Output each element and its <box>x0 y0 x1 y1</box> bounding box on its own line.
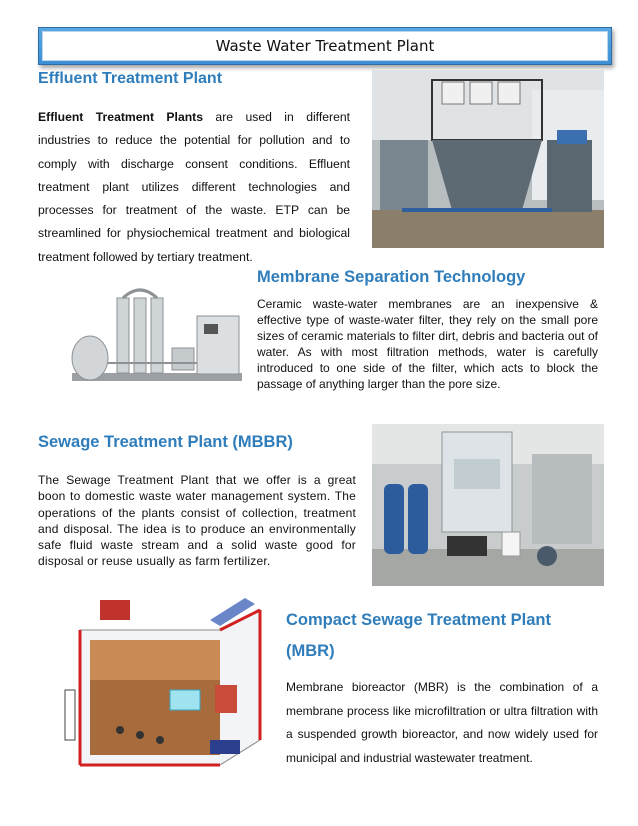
effluent-heading: Effluent Treatment Plant <box>38 70 223 87</box>
title-banner <box>38 27 612 65</box>
mbr-heading: Compact Sewage Treatment Plant (MBR) <box>286 611 551 660</box>
effluent-plant-photo <box>372 70 604 248</box>
sewage-heading: Sewage Treatment Plant (MBBR) <box>38 433 293 451</box>
mbr-diagram <box>60 590 280 780</box>
sewage-plant-photo <box>372 424 604 586</box>
page-title: Waste Water Treatment Plant <box>215 37 435 55</box>
membrane-heading: Membrane Separation Technology <box>257 268 526 286</box>
title-banner-inner <box>42 31 608 61</box>
effluent-lead-bold: Effluent Treatment Plants <box>38 110 204 124</box>
effluent-body-text: are used in different industries to reduce the potential for pollution and to comply with discharge consent conditions. Effluent treatment plant utilizes different technologies and processes for treatment of the waste. ETP can be streamlined for physiochemical treatment and biological treatment followed by tertiary treatment. <box>38 110 351 264</box>
effluent-paragraph <box>38 106 350 269</box>
mbr-paragraph: Membrane bioreactor (MBR) is the combination of a membrane process like microfiltration or ultra filtration with a suspended growth bioreactor, and now widely used for municipal and industrial wastewater treatment. <box>286 680 598 765</box>
membrane-skid-photo <box>62 278 248 412</box>
sewage-paragraph: The Sewage Treatment Plant that we offer is a great boon to domestic waste water management system. The operations of the plants consist of collection, treatment and disposal. The idea is to produce an environmentally safe fluid waste stream and a solid waste good for disposal or reuse usually as farm fertilizer. <box>38 473 356 569</box>
membrane-paragraph: Ceramic waste-water membranes are an inexpensive & effective type of waste-water filter, they rely on the small pore sizes of ceramic materials to filter dirt, debris and bacteria out of water. As with most filtration methods, water is carefully introduced to one side of the filter, which acts to block the passage of anything larger than the pore size. <box>257 297 598 391</box>
